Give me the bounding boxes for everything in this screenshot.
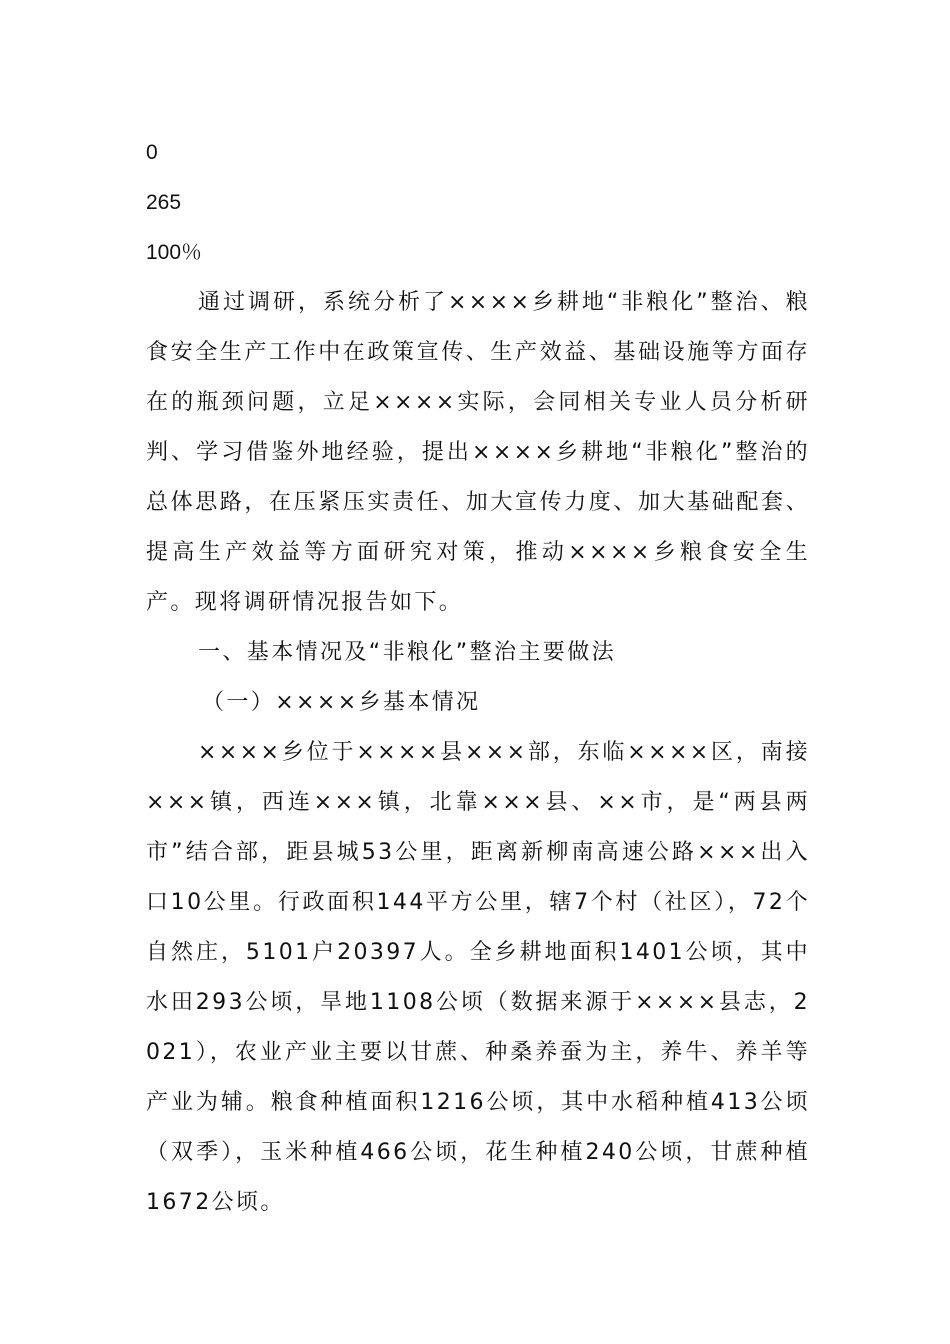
number-line-2: 265 [146,191,182,214]
intro-paragraph: 通过调研，系统分析了××××乡耕地“非粮化”整治、粮食安全生产工作中在政策宣传、生产效益、基础设施等方面存在的瓶颈问题，立足××××实际，会同相关专业人员分析研判、学习借鉴外地经验，提出××××乡耕地“非粮化”整治的总体思路，在压紧压实责任、加大宣传力度、加大基础配套、提高生产效益等方面研究对策，推动××××乡粮食安全生产。现将调研情况报告如下。 [146,290,810,615]
number-line-1: 0 [146,141,158,164]
document-body [146,128,810,1228]
basic-info-paragraph: ××××乡位于××××县×××部，东临××××区，南接×××镇，西连×××镇，北靠×××县、××市，是“两县两市”结合部，距县城53公里，距离新柳南高速公路×××出入口10公里。行政面积144平方公里，辖7个村（社区），72个自然庄，5101户20397人。全乡耕地面积1401公顷，其中水田293公顷，旱地1108公顷（数据来源于××××县志，2021），农业产业主要以甘蔗、种桑养蚕为主，养牛、养羊等产业为辅。粮食种植面积1216公顷，其中水稻种植413公顷（双季），玉米种植466公顷，花生种植240公顷，甘蔗种植1672公顷。 [146,740,810,1215]
subsection-heading-1: （一）××××乡基本情况 [202,690,481,715]
section-heading-1: 一、基本情况及“非粮化”整治主要做法 [198,640,616,665]
number-line-3: 100％ [146,241,203,264]
